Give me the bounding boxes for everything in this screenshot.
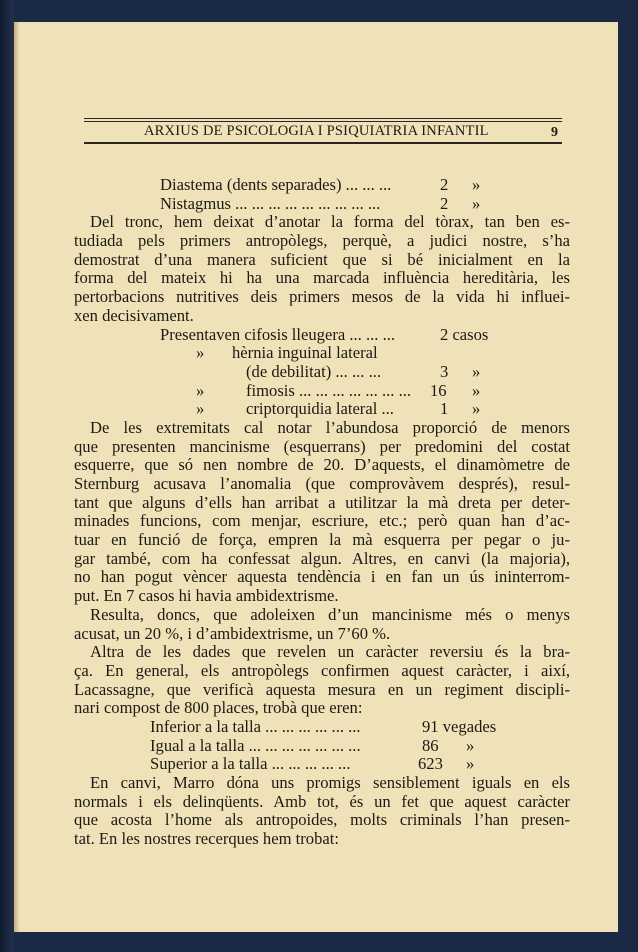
text-line (74, 419, 570, 438)
text-line (74, 512, 570, 531)
table-cell: criptorquidia lateral ... (246, 399, 394, 419)
paragraph-text: tuar en funció de força, empren la mà esquerra per pegar o ju- (74, 530, 570, 550)
table-cell: 2 (440, 193, 449, 213)
paragraph-text: tant que alguns d’ells han arribat a utilitzar la mà dreta per deter- (74, 492, 570, 512)
paragraph-text: esquerre, que só nen nombre de 20. D’aquests, el dinamòmetre de (74, 455, 570, 475)
paragraph-text: tat. En les nostres recerques hem trobat: (74, 829, 339, 849)
header-rule-bottom (84, 142, 562, 144)
table-cell: » (196, 380, 205, 400)
text-line (74, 606, 570, 625)
paragraph-text: Del tronc, hem deixat d’anotar la forma del tòrax, tan ben es- (90, 212, 570, 232)
text-line (74, 344, 570, 363)
text-line (74, 326, 570, 345)
text-line (74, 382, 570, 401)
table-cell: » (472, 361, 481, 381)
paragraph-text: De les extremitats cal notar l’abundosa proporció de menors (90, 417, 570, 437)
header-rule-top (84, 118, 562, 119)
page-number: 9 (551, 125, 558, 140)
paragraph-text: Resulta, doncs, que adoleixen d’un mancinisme més o menys (90, 604, 570, 624)
paragraph-text: normals i els delinqüents. Amb tot, és un fet que aquest caràcter (74, 791, 570, 811)
paragraph-text: forma del mateix hi ha una marcada influència hereditària, les (74, 268, 570, 288)
text-line (74, 568, 570, 587)
header-rule-top-double (84, 121, 562, 122)
text-line (74, 718, 570, 737)
table-cell: Superior a la talla ... ... ... ... ... (150, 754, 351, 774)
running-title: ARXIUS DE PSICOLOGIA I PSIQUIATRIA INFANTIL (144, 123, 489, 139)
text-line (74, 830, 570, 849)
paragraph-text: Altra de les dades que revelen un caràcter reversiu és la bra- (90, 642, 570, 662)
text-line (74, 643, 570, 662)
table-cell: fimosis ... ... ... ... ... ... ... (246, 380, 412, 400)
text-line (74, 494, 570, 513)
paragraph-text: que presenten mancinisme (esquerrans) per predomini del costat (74, 436, 570, 456)
text-line (74, 456, 570, 475)
table-cell: » (472, 380, 481, 400)
paragraph-text: tudiada pels primers antropòlegs, perquè, a judici nostre, s’ha (74, 231, 570, 251)
table-cell: » (466, 735, 475, 755)
table-cell: » (466, 754, 475, 774)
table-cell: » (196, 399, 205, 419)
text-line (74, 288, 570, 307)
table-cell: 91 vegades (422, 716, 497, 736)
text-line (74, 269, 570, 288)
table-cell: » (196, 343, 205, 363)
text-line (74, 793, 570, 812)
body-text (74, 176, 570, 849)
table-cell: Presentaven cifosis lleugera ... ... ... (160, 324, 396, 344)
text-line (74, 811, 570, 830)
table-cell: Inferior a la talla ... ... ... ... ... ... (150, 716, 361, 736)
table-cell: 16 (430, 380, 447, 400)
paragraph-text: pertorbacions nutritives deis primers mesos de la vida hi influei- (74, 287, 570, 307)
table-cell: (de debilitat) ... ... ... (246, 361, 382, 381)
table-cell: Nistagmus ... ... ... ... ... ... ... ... ... (160, 193, 381, 213)
table-cell: hèrnia inguinal lateral (232, 343, 378, 363)
paragraph-text: demostrat d’una manera suficient que si bé inicialment en la (74, 249, 570, 269)
table-cell: 86 (422, 735, 439, 755)
paragraph-text: acusat, un 20 %, i d’ambidextrisme, un 7’60 %. (74, 623, 391, 643)
table-cell: » (472, 399, 481, 419)
text-line (74, 251, 570, 270)
text-line (74, 625, 570, 644)
paragraph-text: Sternburg acusava l’anomalia (que comprovàvem després), resul- (74, 474, 570, 493)
paragraph-text: gar també, com ha confessat algun. Altres, en canvi (la majoria), (74, 548, 570, 568)
text-line (74, 662, 570, 681)
paragraph-text: no han pogut vèncer aquesta tendència i en fan un ús ininterrom- (74, 567, 570, 587)
paragraph-text: put. En 7 casos hi havia ambidextrisme. (74, 586, 339, 606)
text-line (74, 699, 570, 718)
text-line (74, 307, 570, 326)
text-line (74, 400, 570, 419)
table-cell: » (472, 193, 481, 213)
text-line (74, 176, 570, 195)
book-spine-shadow (0, 0, 14, 952)
paragraph-text: Lacassagne, que verificà aquesta mesura en un regiment discipli- (74, 679, 570, 699)
table-cell: Diastema (dents separades) ... ... ... (160, 175, 392, 194)
table-cell: 2 (440, 175, 449, 194)
table-cell: 623 (418, 754, 443, 774)
text-line (74, 363, 570, 382)
text-line (74, 755, 570, 774)
text-line (74, 587, 570, 606)
paragraph-text: En canvi, Marro dóna uns promigs sensiblement iguals en els (90, 773, 570, 792)
paragraph-text: xen decisivament. (74, 305, 194, 325)
table-cell: » (472, 175, 481, 194)
paragraph-text: ça. En general, els antropòlegs confirmen aquest caràcter, i així, (74, 660, 570, 680)
paragraph-text: que acosta l’home als antropoides, molts criminals l’han presen- (74, 810, 570, 830)
text-line (74, 737, 570, 756)
table-cell: 2 casos (440, 324, 489, 344)
paragraph-text: nari compost de 800 places, trobà que eren: (74, 698, 363, 718)
text-line (74, 681, 570, 700)
text-line (74, 550, 570, 569)
table-cell: 1 (440, 399, 449, 419)
paragraph-text: minades funcions, com menjar, escriure, etc.; però quan han d’ac- (74, 511, 570, 531)
text-line (74, 475, 570, 494)
text-line (74, 438, 570, 457)
text-line (74, 232, 570, 251)
text-line (74, 213, 570, 232)
table-cell: 3 (440, 361, 449, 381)
text-line (74, 531, 570, 550)
running-header (84, 118, 562, 146)
table-cell: Igual a la talla ... ... ... ... ... ... ... (150, 735, 361, 755)
text-line (74, 774, 570, 793)
text-line (74, 195, 570, 214)
